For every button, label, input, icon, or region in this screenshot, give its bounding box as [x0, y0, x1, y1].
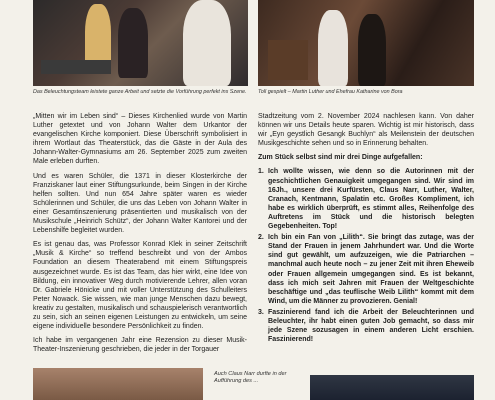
article-paragraph: Und es waren Schüler, die 1371 in dieser Klosterkirche der Franziskaner laut einer Stiftungsurkunde, beim Singen in der Kirche helfen sollten. Und nun 654 Jahre später waren es wieder Schülerinnen und Schüler, die uns das Leben von Johann Walter in einer Gesamtinszenierung präsentierten und musikalisch von der Musikschule „Heinrich Schütz“, der Johann Walter Kantorei und der Lebenshilfe begleitet wurden. — [33, 172, 247, 235]
photo-figure — [183, 0, 231, 86]
lighting-console — [41, 60, 111, 74]
photo-lighting-team — [33, 0, 248, 86]
article-paragraph: „Mitten wir im Leben sind“ – Dieses Kirchenlied wurde von Martin Luther getextet und von Johann Walter dem Urkantor der evangelischen Kirche komponiert. Diese Überschrift symbolisiert in ihrem Wortlaut das Theaterstück, das die Gäste in der Aula des Johann-Walter-Gymnasiums am 26. September 2025 zum zweiten Male erleben durften. — [33, 113, 247, 166]
list-number: 3. — [258, 308, 264, 316]
article-paragraph: Ich habe im vergangenen Jahr eine Rezension zu dieser Musik-Theater-Inszenierung geschrieben, die jeder in der Torgauer — [33, 337, 247, 354]
list-number: 2. — [258, 234, 264, 242]
photo-caption: Toll gespielt – Martin Luther und Ehefrau Katharine von Bora — [258, 89, 403, 95]
photo-figure — [358, 14, 386, 86]
article-column-left — [33, 112, 247, 359]
article-paragraph: Stadtzeitung vom 2. November 2024 nachlesen kann. Von daher können wir uns Details heute sparen. Wichtig ist mir historisch, dass wir „Eyn geystlich Gesangk Buchlyn“ als Meilenstein der deutschen Musikgeschichte sehen und so in Erinnerung behalten. — [258, 113, 474, 148]
list-item — [258, 167, 474, 231]
list-text: Faszinierend fand ich die Arbeit der Beleuchterinnen und Beleuchter, ihr habt einen guten Job gemacht, so dass mir jede Szene sozusagen in einem anderen Licht erschien. Faszinierend! — [268, 308, 474, 344]
photo-bottom-left — [33, 368, 203, 400]
photo-figure — [318, 10, 348, 86]
list-number: 1. — [258, 168, 264, 176]
photo-caption: Das Beleuchtungsteam leistete ganze Arbeit und setzte die Vorführung perfekt ins Szene. — [33, 89, 247, 95]
stage-table — [268, 40, 308, 80]
article-column-right — [258, 112, 474, 346]
photo-figure — [118, 8, 148, 78]
list-text: Ich wollte wissen, wie denn so die Autorinnen mit der geschichtlichen Genauigkeit umgegangen sind. Wir sind im 16Jh., unsere drei Kurfürsten, Claus Narr, Luther, Walter, Cranach, Kentmann, Spalatin etc. Großes Kompliment, ich habe es wirklich überprüft, es stimmt alles, Reihenfolge des Auftretens im Stück und die historisch belegten Gegebenheiten. Top! — [268, 168, 474, 231]
list-item — [258, 308, 474, 344]
photo-bottom-right — [310, 375, 474, 400]
photo-caption: Auch Claus Narr durfte in der Aufführung des ... — [214, 371, 287, 384]
observations-list — [258, 167, 474, 344]
photo-luther-scene — [258, 0, 474, 86]
article-paragraph: Es ist genau das, was Professor Konrad Klek in seiner Zeitschrift „Musik & Kirche“ so treffend beschreibt und von der Ambos Foundation an diesem Theaterabend mit einem Stiftungspreis ausgezeichnet wurde. Es ist das Team, das hier wirkt, eine Idee von Bildung, ein innovativer Weg durch motivierende Lehrer, allen voran Dr. Gabriele Hönicke und mit voller Unterstützung des Schulleiters Peter Nowack. Sie wissen, wie man junge Menschen dazu bewegt, kreativ zu gestalten, musikalisch und schauspielerisch verantwortlich zu sein, sich an seinen eigenen Leistungen zu entwickeln, um seine eigene individuelle besondere Persönlichkeit zu finden. — [33, 241, 247, 331]
section-heading: Zum Stück selbst sind mir drei Dinge aufgefallen: — [258, 154, 423, 162]
list-text: Ich bin ein Fan von „Lilith“. Sie bringt das zutage, was der Stand der Frauen in jenem Jahrhundert war. Und die Worte sind gut gewählt, um aufzuzeigen, wie die Patriarchen – manchmal auch heute noch – zu jener Zeit mit ihren Eheweib oder Frauen allgemein umgegangen sind. Es ist bekannt, dass ich mich seit Jahren mit Frauen der Weltgeschichte beschäftige und „das teuflische Weib Lilith“ kommt mit dem Wind, um die Männer zu provozieren. Genial! — [268, 234, 474, 305]
list-item — [258, 233, 474, 306]
